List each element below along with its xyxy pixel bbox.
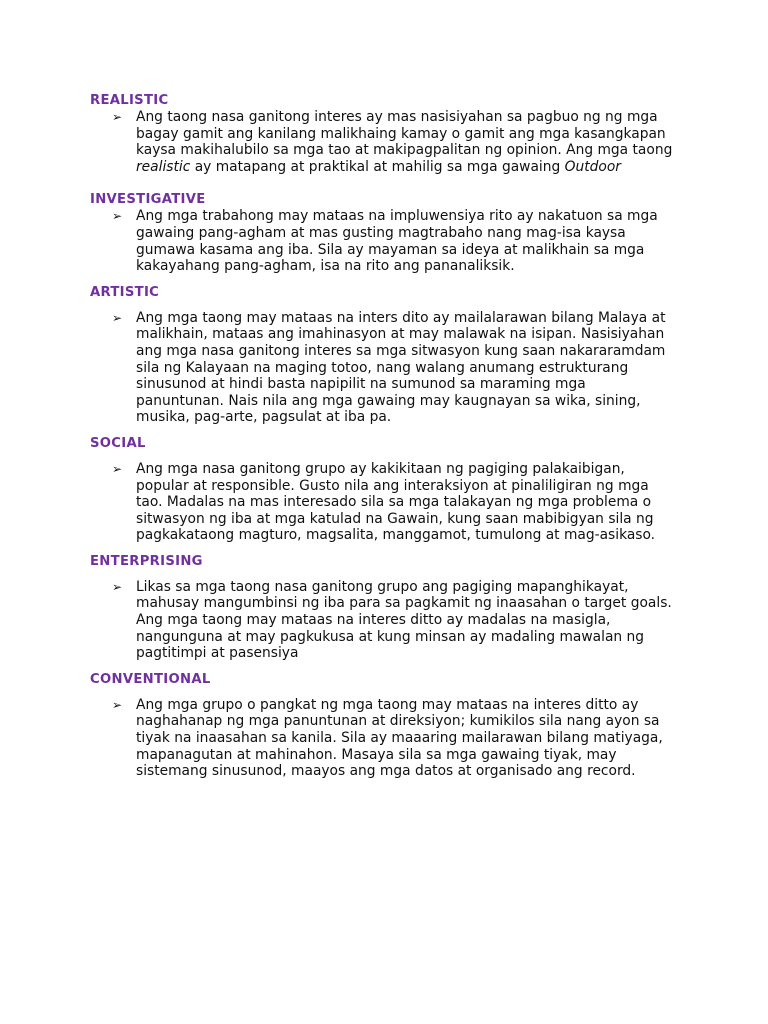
section-heading: INVESTIGATIVE [90, 192, 206, 208]
section-heading: SOCIAL [90, 435, 146, 451]
section-artistic [90, 284, 690, 426]
item-text [136, 461, 690, 544]
arrowhead-bullet-icon: ➢ [112, 209, 123, 224]
document-page [90, 92, 690, 780]
text-line: Ang mga nasa ganitong grupo ay kakikitaan ng pagiging palakaibigan, [136, 460, 625, 477]
list-item [90, 461, 690, 544]
arrowhead-bullet-icon: ➢ [112, 310, 123, 325]
text-line: ang mga nasa ganitong interes sa mga sitwasyon kung saan nakararamdam [136, 342, 666, 359]
text-line: nangunguna at may pagkukusa at kung minsan ay madaling mawalan ng [136, 628, 645, 645]
text-line: sistemang sinusunod, maayos ang mga datos at organisado ang record. [136, 763, 636, 780]
arrowhead-bullet-icon: ➢ [112, 461, 123, 476]
text-fragment: ay matapang at praktikal at mahilig sa mga gawaing [190, 158, 565, 175]
italic-term: Outdoor [564, 158, 621, 175]
list-item [90, 310, 690, 426]
section-heading: REALISTIC [90, 93, 169, 108]
text-line: sinusunod at hindi basta napipilit na sumunod sa maraming mga [136, 376, 586, 393]
arrowhead-bullet-icon: ➢ [112, 110, 123, 124]
text-line: Likas sa mga taong nasa ganitong grupo ang pagiging mapanghikayat, [136, 578, 629, 595]
text-line: kakayahang pang-agham, isa na rito ang pananaliksik. [136, 258, 515, 275]
list-item [90, 208, 690, 274]
text-line: sitwasyon ng iba at mga katulad na Gawain, kung saan mabibigyan sila ng [136, 510, 654, 527]
text-line: Ang mga trabahong may mataas na impluwensiya rito ay nakatuon sa mga [136, 208, 658, 225]
section-social [90, 435, 690, 544]
item-text [136, 109, 690, 175]
text-line: bagay gamit ang kanilang malikhaing kamay o gamit ang mga kasangkapan [136, 125, 666, 142]
text-line: panuntunan. Nais nila ang mga gawaing may kaugnayan sa wika, sining, [136, 392, 641, 409]
list-item [90, 579, 690, 662]
text-line: popular at responsible. Gusto nila ang interaksiyon at pinaliligiran ng mga [136, 477, 649, 494]
text-line: musika, pag-arte, pagsulat at iba pa. [136, 409, 392, 426]
section-investigative [90, 191, 690, 274]
text-line: tiyak na inaasahan sa kanila. Sila ay maaaring mailarawan bilang matiyaga, [136, 730, 663, 747]
text-line: naghahanap ng mga panuntunan at direksiyon; kumikilos sila nang ayon sa [136, 713, 660, 730]
list-item [90, 109, 690, 175]
section-heading: ARTISTIC [90, 284, 160, 300]
text-line: pagtitimpi at pasensiya [136, 645, 299, 662]
text-line: Ang mga taong may mataas na inters dito ay mailalarawan bilang Malaya at [136, 309, 666, 326]
text-line: Ang mga taong may mataas na interes ditto ay madalas na masigla, [136, 612, 611, 629]
italic-term: realistic [136, 158, 191, 175]
arrowhead-bullet-icon: ➢ [112, 697, 123, 712]
section-heading: CONVENTIONAL [90, 671, 211, 687]
text-line: gumawa kasama ang iba. Sila ay mayaman sa ideya at malikhain sa mga [136, 241, 645, 258]
section-heading: ENTERPRISING [90, 553, 203, 569]
list-item [90, 697, 690, 780]
text-line: mahusay mangumbinsi ng iba para sa pagkamit ng inaasahan o target goals. [136, 595, 672, 612]
text-line: tao. Madalas na mas interesado sila sa mga talakayan ng mga problema o [136, 494, 652, 511]
text-line: kaysa makihalubilo sa mga tao at makipagpalitan ng opinion. Ang mga taong [136, 142, 673, 159]
item-text [136, 310, 690, 426]
section-enterprising [90, 553, 690, 662]
text-line: malikhain, mataas ang imahinasyon at may malawak na isipan. Nasisiyahan [136, 326, 665, 343]
text-line: Ang mga grupo o pangkat ng mga taong may mataas na interes ditto ay [136, 696, 639, 713]
item-text [136, 208, 690, 274]
item-text [136, 579, 690, 662]
text-line: gawaing pang-agham at mas gusting magtrabaho nang mag-isa kaysa [136, 224, 626, 241]
text-line [136, 159, 690, 176]
section-conventional [90, 671, 690, 780]
item-text [136, 697, 690, 780]
section-realistic [90, 92, 690, 175]
arrowhead-bullet-icon: ➢ [112, 579, 123, 594]
text-line: mapanagutan at mahinahon. Masaya sila sa mga gawaing tiyak, may [136, 746, 617, 763]
text-line: pagkakataong magturo, magsalita, manggamot, tumulong at mag-asikaso. [136, 527, 656, 544]
text-line: sila ng Kalayaan na maging totoo, nang walang anumang estrukturang [136, 359, 629, 376]
text-line: Ang taong nasa ganitong interes ay mas nasisiyahan sa pagbuo ng ng mga [136, 109, 658, 125]
